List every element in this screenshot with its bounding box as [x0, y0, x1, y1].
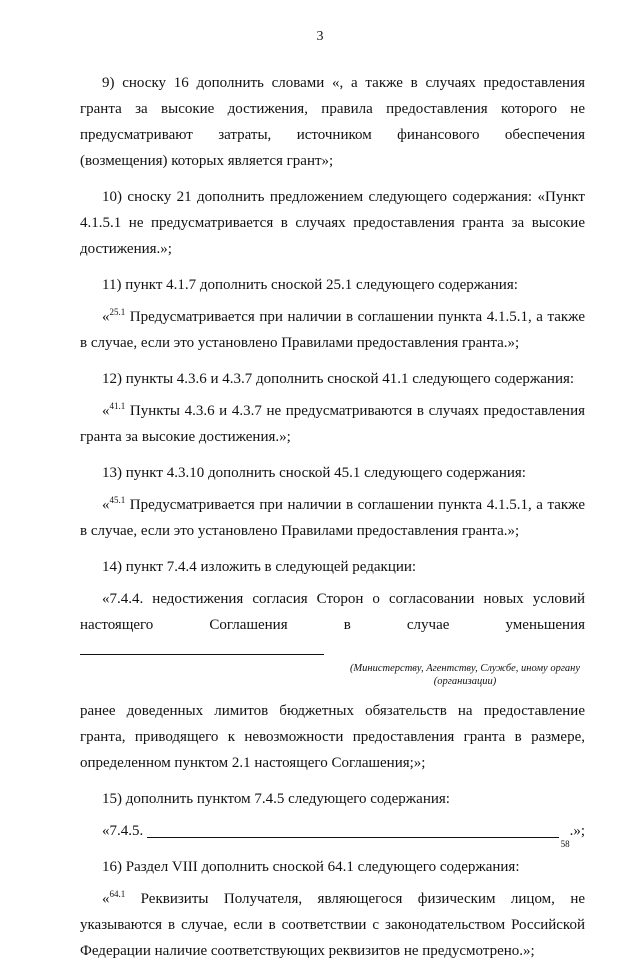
quote-end: .»;	[569, 823, 585, 839]
item-11-quote	[80, 304, 585, 356]
item-9: 9) сноску 16 дополнить словами «, а также в случаях предоставления гранта за высокие достижения, правила предоставления которого не предусматривают затраты, источником финансового обеспечения (возмещения) которых является грант»;	[80, 75, 585, 169]
quote-text: Пункты 4.3.6 и 4.3.7 не предусматриваются в случаях предоставления гранта за высокие достижения.»;	[80, 403, 585, 445]
quote-open: «	[102, 309, 110, 325]
footnote-marker: 64.1	[109, 889, 126, 899]
item-15: 15) дополнить пунктом 7.4.5 следующего содержания:	[102, 791, 450, 807]
item-16-quote	[80, 886, 585, 964]
item-10: 10) сноску 21 дополнить предложением следующего содержания: «Пункт 4.1.5.1 не предусматривается в случаях предоставления гранта за высокие достижения.»;	[80, 189, 585, 257]
quote-text: Реквизиты Получателя, являющегося физическим лицом, не указываются в случае, если в соответствии с законодательством Российской Федерации наличие соответствующих реквизитов не предусмотрено.»;	[80, 891, 585, 959]
quote-text: Предусматривается при наличии в соглашении пункта 4.1.5.1, а также в случае, если это установлено Правилами предоставления гранта.»;	[80, 497, 585, 539]
item-13: 13) пункт 4.3.10 дополнить сноской 45.1 следующего содержания:	[102, 465, 526, 481]
item-14-continuation: ранее доведенных лимитов бюджетных обязательств на предоставление гранта, приводящего к невозможности предоставления гранта в размере, определенном пунктом 2.1 настоящего Соглашения;»;	[80, 703, 585, 771]
item-13-quote	[80, 492, 585, 544]
item-11: 11) пункт 4.1.7 дополнить сноской 25.1 следующего содержания:	[102, 277, 518, 293]
item-14: 14) пункт 7.4.4 изложить в следующей редакции:	[102, 559, 417, 575]
footnote-marker: 25.1	[109, 307, 126, 317]
blank-line	[147, 823, 558, 838]
field-hint: (Министерству, Агентству, Службе, иному органу (организации)	[349, 663, 581, 687]
document-body	[80, 70, 585, 974]
quote-open: «	[102, 497, 110, 513]
blank-line	[80, 642, 324, 655]
item-14-quote	[80, 586, 585, 664]
quote-text: Предусматривается при наличии в соглашении пункта 4.1.5.1, а также в случае, если это установлено Правилами предоставления гранта.»;	[80, 309, 585, 351]
footnote-marker: 45.1	[109, 495, 126, 505]
item-12-quote	[80, 398, 585, 450]
item-16: 16) Раздел VIII дополнить сноской 64.1 следующего содержания:	[102, 859, 520, 875]
quote-text: «7.4.4. недостижения согласия Сторон о согласовании новых условий настоящего Соглашения в случае уменьшения	[80, 591, 585, 633]
item-15-quote: «7.4.5. 58 .»;	[80, 818, 585, 844]
quote-open: «	[102, 403, 110, 419]
page-number: 3	[316, 29, 324, 44]
quote-open: «	[102, 891, 110, 907]
quote-start: «7.4.5.	[102, 823, 144, 839]
footnote-marker: 41.1	[109, 401, 126, 411]
item-12: 12) пункты 4.3.6 и 4.3.7 дополнить сноской 41.1 следующего содержания:	[102, 371, 575, 387]
